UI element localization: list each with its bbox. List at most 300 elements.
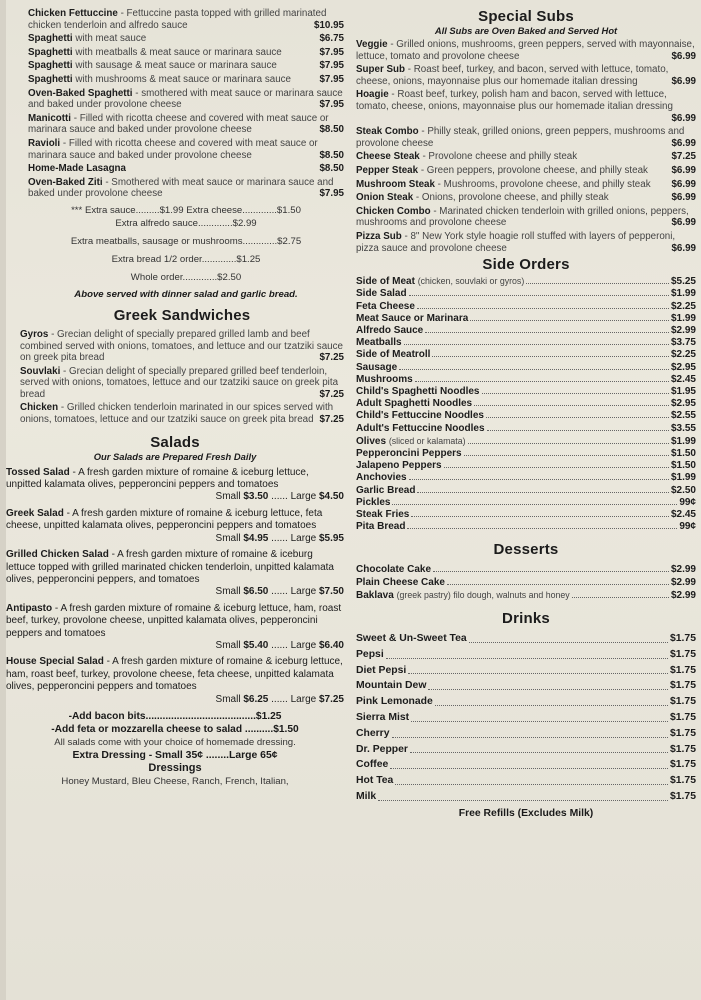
extras-line-1: *** Extra sauce.........$1.99 Extra cheese.............$1.50 <box>71 204 301 216</box>
drink-row <box>356 694 696 710</box>
drink-row <box>356 663 696 679</box>
row-price: $2.55 <box>670 410 696 422</box>
row-name <box>356 485 415 497</box>
item-name: Chicken <box>20 402 59 414</box>
drink-row <box>356 678 696 694</box>
menu-item <box>356 179 696 191</box>
row-name <box>356 521 405 533</box>
drink-row <box>356 726 696 742</box>
small-label: Small <box>215 693 241 705</box>
menu-item <box>356 89 696 124</box>
row-name-text: Plain Cheese Cake <box>356 576 445 588</box>
menu-item <box>28 138 344 161</box>
row-name <box>356 362 397 374</box>
row-name <box>356 448 462 460</box>
salad-text <box>6 549 344 586</box>
dot-leader <box>469 631 668 643</box>
item-name: Chicken Fettuccine <box>28 8 118 19</box>
drink-price: $1.75 <box>669 727 696 739</box>
item-description: with meatballs & meat sauce or marinara sauce <box>75 46 282 58</box>
item-name: Oven-Baked Spaghetti <box>28 87 133 99</box>
row-name <box>356 589 570 602</box>
row-name-text: Pepperoncini Peppers <box>356 447 462 459</box>
item-name: Veggie <box>356 39 388 50</box>
large-label: Large <box>290 586 317 598</box>
item-price: $6.99 <box>671 137 696 149</box>
row-note: (chicken, souvlaki or gyros) <box>417 276 525 287</box>
salad-prices: Small $6.25 ...... Large $7.25 <box>215 693 344 705</box>
dot-leader <box>392 726 668 738</box>
dot-leader <box>444 467 669 468</box>
row-name <box>356 423 485 435</box>
row-name-text: Adult's Fettuccine Noodles <box>356 422 485 434</box>
item-name: Ravioli <box>28 137 61 149</box>
drink-row <box>356 647 696 663</box>
drinks-section <box>356 610 696 820</box>
item-price: $10.95 <box>314 19 344 31</box>
salad-text <box>6 508 344 533</box>
drink-row <box>356 757 696 773</box>
dot-leader <box>395 773 668 785</box>
salad-description: - A fresh garden mixture of romaine & iceburg lettuce, ham, roast beef, turkey, provolone cheese, unpitted kalamata olives, pepperoncini peppers and tomatoes <box>6 602 342 639</box>
row-name-text: Mushrooms <box>356 373 413 385</box>
row-name-text: Jalapeno Peppers <box>356 460 442 472</box>
large-label: Large <box>290 532 317 544</box>
menu-item <box>356 231 696 254</box>
dot-leader <box>408 663 668 675</box>
price-row <box>356 398 696 410</box>
price-row <box>356 589 696 602</box>
row-name-text: Side of Meat <box>356 276 415 288</box>
salad-list <box>6 467 344 706</box>
small-price: $5.40 <box>243 639 269 651</box>
item-price: $6.99 <box>671 178 696 190</box>
price-row <box>356 313 696 325</box>
drink-price: $1.75 <box>669 775 696 787</box>
pasta-list <box>28 8 344 200</box>
item-name: Mushroom Steak <box>356 178 435 190</box>
row-name-text: Meatballs <box>356 337 402 349</box>
salad-description: - A fresh garden mixture of romaine & iceburg lettuce, unpitted kalamata olives, pepperoncini peppers and tomatoes <box>6 466 309 491</box>
row-name <box>356 275 524 288</box>
large-label: Large <box>290 693 317 705</box>
drinks-list <box>356 631 696 805</box>
salad-name: Tossed Salad <box>6 466 70 478</box>
drink-name: Sierra Mist <box>356 711 410 723</box>
sides-title: Side Orders <box>482 256 570 274</box>
row-price: $5.25 <box>670 276 696 288</box>
item-description: - Grecian delight of specially prepared grilled beef tenderloin, served with onions, tomatoes, lettuce and our tzatziki sauce on greek pita bread <box>20 365 339 400</box>
item-price: $8.50 <box>319 149 344 161</box>
dot-leader <box>404 344 669 345</box>
menu-item <box>28 74 344 86</box>
drink-price: $1.75 <box>669 711 696 723</box>
item-description: - Grilled onions, mushrooms, green peppers, served with mayonnaise, lettuce, tomato and provolone cheese <box>356 39 695 62</box>
small-price: $6.25 <box>243 693 269 705</box>
salad-name: Antipasto <box>6 602 53 614</box>
row-name-text: Child's Spaghetti Noodles <box>356 385 480 397</box>
item-price: $8.50 <box>319 124 344 136</box>
salad-prices: Small $4.95 ...... Large $5.95 <box>215 532 344 544</box>
menu-item <box>356 165 696 177</box>
menu-item <box>20 329 344 364</box>
salads-subtitle: Our Salads are Prepared Fresh Daily <box>93 450 257 462</box>
left-column <box>6 8 344 788</box>
dot-leader <box>447 584 669 585</box>
item-description: - Filled with ricotta cheese and covered with meat sauce or marinara sauce and baked under provolone cheese <box>28 137 318 161</box>
drinks-title: Drinks <box>502 609 550 627</box>
drink-price: $1.75 <box>669 759 696 771</box>
row-name <box>356 337 402 349</box>
menu-item <box>356 64 696 87</box>
item-price: $7.25 <box>319 414 344 426</box>
item-name: Souvlaki <box>20 365 61 377</box>
item-name: Super Sub <box>356 64 405 76</box>
desserts-section <box>356 541 696 602</box>
large-label: Large <box>290 639 317 651</box>
row-name-text: Alfredo Sauce <box>356 324 424 336</box>
item-name: Home-Made Lasagna <box>28 163 126 175</box>
row-price: $3.55 <box>670 422 696 434</box>
row-name <box>356 325 423 337</box>
row-name <box>356 435 466 448</box>
item-price: $6.99 <box>671 164 696 176</box>
row-name-text: Chocolate Cake <box>356 564 432 576</box>
salad-description: - A fresh garden mixture of romaine & iceburg lettuce topped with grilled marinated chicken tenderloin, unpitted kalamata olives, pepperoncini peppers, and tomatoes <box>6 549 334 585</box>
salad-name: Greek Salad <box>6 507 64 519</box>
greek-section <box>6 307 344 426</box>
menu-item <box>28 177 344 200</box>
item-description: - Mushrooms, provolone cheese, and philly steak <box>437 178 651 190</box>
menu-item <box>356 192 696 204</box>
menu-item <box>356 126 696 149</box>
salad-prices: Small $5.40 ...... Large $6.40 <box>215 639 344 651</box>
extras-line-4: Extra bread 1/2 order.............$1.25 <box>111 253 261 265</box>
row-name <box>356 288 407 300</box>
dot-leader <box>468 443 669 444</box>
dot-leader <box>390 757 668 769</box>
item-name: Onion Steak <box>356 192 414 204</box>
item-name: Spaghetti <box>28 60 73 72</box>
dressings-title: Dressings <box>148 761 202 774</box>
price-row <box>356 374 696 386</box>
drinks-footer: Free Refills (Excludes Milk) <box>458 807 594 819</box>
item-description: - Onions, provolone cheese, and philly steak <box>415 192 609 204</box>
item-description: with mushrooms & meat sauce or marinara sauce <box>75 73 291 85</box>
item-name: Spaghetti <box>28 46 73 58</box>
row-name-text: Side Salad <box>356 288 407 300</box>
item-name: Steak Combo <box>356 126 419 138</box>
row-name <box>356 398 472 410</box>
extras-line-5: Whole order.............$2.50 <box>130 271 242 283</box>
extras-line-3: Extra meatballs, sausage or mushrooms.............$2.75 <box>70 235 302 247</box>
row-name <box>356 509 409 521</box>
drink-name: Pink Lemonade <box>356 696 433 708</box>
row-note: (sliced or kalamata) <box>388 435 466 446</box>
menu-item <box>20 402 344 425</box>
drink-name: Coffee <box>356 759 389 771</box>
row-name-text: Feta Cheese <box>356 300 415 312</box>
item-description: - Fettuccine pasta topped with grilled marinated chicken tenderloin and alfredo sauce <box>28 8 327 31</box>
dot-leader <box>392 504 677 505</box>
salad-description: - A fresh garden mixture of romaine & iceburg lettuce, feta cheese, unpitted kalamata olives, pepperoncini peppers and tomatoes <box>6 507 323 532</box>
item-description: - Filled with ricotta cheese and covered with meat sauce or marinara sauce and baked under provolone cheese <box>28 112 329 136</box>
menu-item <box>28 88 344 111</box>
price-row <box>356 485 696 497</box>
dot-leader <box>417 308 669 309</box>
salad-item <box>6 656 344 706</box>
row-price: 99¢ <box>679 496 696 508</box>
menu-item <box>28 60 344 72</box>
price-row <box>356 386 696 398</box>
row-price: $2.50 <box>670 484 696 496</box>
drink-name: Milk <box>356 790 377 802</box>
price-row <box>356 337 696 349</box>
row-price: $1.99 <box>670 312 696 324</box>
extras-line-2: Extra alfredo sauce.............$2.99 <box>115 217 257 229</box>
item-description: - Grecian delight of specially prepared grilled lamb and beef combined served with onions, tomatoes, and lettuce and our tzatziki sauce on greek pita bread <box>20 328 343 364</box>
item-price: $7.25 <box>671 151 696 163</box>
addon-bacon: -Add bacon bits.......................................$1.25 <box>68 710 282 722</box>
price-row <box>356 497 696 509</box>
small-price: $4.95 <box>243 532 269 544</box>
row-price: $2.99 <box>670 589 696 601</box>
row-price: $1.99 <box>670 288 696 300</box>
row-price: $1.95 <box>670 385 696 397</box>
item-description: - Philly steak, grilled onions, green peppers, mushrooms and provolone cheese <box>356 126 685 149</box>
menu-item <box>28 163 344 175</box>
price-row <box>356 423 696 435</box>
menu-item <box>356 39 696 62</box>
item-price: $6.99 <box>671 50 696 62</box>
item-price: $6.99 <box>671 75 696 87</box>
item-description: - 8" New York style hoagie roll stuffed with layers of pepperoni, pizza sauce and provolone cheese <box>356 230 676 254</box>
row-name-text: Pickles <box>356 496 391 508</box>
item-description: - Roast beef, turkey, and bacon, served with lettuce, tomato, cheese, onions, mayonnaise plus our homemade italian dressing <box>356 64 669 87</box>
dot-leader <box>435 694 668 706</box>
subs-subtitle: All Subs are Oven Baked and Served Hot <box>434 25 618 36</box>
item-description: - Green peppers, provolone cheese, and philly steak <box>420 164 648 176</box>
dot-leader <box>409 295 669 296</box>
dot-leader <box>474 405 669 406</box>
dressings-list: Honey Mustard, Bleu Cheese, Ranch, French, Italian, <box>61 775 289 787</box>
price-row <box>356 288 696 300</box>
price-row <box>356 577 696 589</box>
dot-leader <box>399 369 669 370</box>
row-price: $2.95 <box>670 361 696 373</box>
row-name <box>356 472 407 484</box>
row-name <box>356 374 413 386</box>
price-row <box>356 509 696 521</box>
drink-name: Diet Pepsi <box>356 664 407 676</box>
row-name <box>356 386 480 398</box>
greek-list <box>20 329 344 426</box>
row-name-text: Steak Fries <box>356 508 410 520</box>
dot-leader <box>572 597 669 598</box>
row-name <box>356 577 445 589</box>
salad-item <box>6 549 344 599</box>
subs-list <box>356 39 696 254</box>
item-name: Spaghetti <box>28 73 73 85</box>
dot-leader <box>432 356 669 357</box>
menu-item <box>20 366 344 401</box>
row-price: $1.99 <box>670 472 696 484</box>
row-price: $1.50 <box>670 460 696 472</box>
right-column <box>356 8 696 820</box>
row-price: $1.99 <box>670 435 696 447</box>
menu-item <box>28 8 344 31</box>
row-name-text: Meat Sauce or Marinara <box>356 312 469 324</box>
large-price: $6.40 <box>318 639 344 651</box>
row-price: $2.25 <box>670 300 696 312</box>
menu-item <box>28 33 344 45</box>
drink-row <box>356 773 696 789</box>
item-name: Pepper Steak <box>356 164 419 176</box>
salad-prices: Small $6.50 ...... Large $7.50 <box>215 586 344 598</box>
item-price: $7.95 <box>319 60 344 72</box>
price-row <box>356 460 696 472</box>
dot-leader <box>433 571 669 572</box>
salad-prices: Small $3.50 ...... Large $4.50 <box>215 491 344 503</box>
salad-item <box>6 508 344 545</box>
small-label: Small <box>215 491 241 503</box>
row-name-text: Sausage <box>356 361 398 373</box>
drink-price: $1.75 <box>669 696 696 708</box>
dot-leader <box>411 516 669 517</box>
row-name-text: Garlic Bread <box>356 484 416 496</box>
dot-leader <box>410 742 668 754</box>
dot-leader <box>428 678 668 690</box>
salad-name: Grilled Chicken Salad <box>6 549 109 561</box>
salad-text <box>6 603 344 640</box>
salad-item <box>6 467 344 504</box>
row-name <box>356 313 468 325</box>
drink-name: Dr. Pepper <box>356 743 408 755</box>
subs-section <box>356 8 696 254</box>
drink-name: Hot Tea <box>356 775 394 787</box>
price-row <box>356 275 696 288</box>
row-price: $1.50 <box>670 447 696 459</box>
row-name <box>356 497 390 509</box>
item-description: with sausage & meat sauce or marinara sauce <box>75 60 277 72</box>
row-price: $2.99 <box>670 564 696 576</box>
row-name-text: Child's Fettuccine Noodles <box>356 410 484 422</box>
dot-leader <box>470 320 669 321</box>
addon-cheese: -Add feta or mozzarella cheese to salad ..........$1.50 <box>51 723 299 735</box>
item-description: - Marinated chicken tenderloin with grilled onions, peppers, mushrooms and provolone cheese <box>356 205 689 229</box>
item-price: $7.25 <box>319 352 344 364</box>
drink-row <box>356 631 696 647</box>
salads-section <box>6 434 344 788</box>
item-price: $6.99 <box>671 112 696 124</box>
item-name: Oven-Baked Ziti <box>28 176 103 188</box>
item-price: $8.50 <box>319 163 344 175</box>
small-label: Small <box>215 586 241 598</box>
item-name: Hoagie <box>356 89 389 101</box>
item-price: $7.95 <box>319 73 344 85</box>
large-price: $7.25 <box>318 693 344 705</box>
price-row <box>356 325 696 337</box>
menu-item <box>356 206 696 229</box>
menu-item <box>356 151 696 163</box>
extra-dressing: Extra Dressing - Small 35¢ ........Large 65¢ <box>72 749 278 761</box>
item-price: $6.99 <box>671 192 696 204</box>
item-price: $7.25 <box>319 388 344 400</box>
salads-title: Salads <box>150 433 200 451</box>
desserts-list <box>356 564 696 602</box>
small-price: $6.50 <box>243 586 269 598</box>
drink-row <box>356 710 696 726</box>
row-note: (greek pastry) filo dough, walnuts and honey <box>396 589 570 600</box>
item-price: $6.99 <box>671 217 696 229</box>
drink-row <box>356 742 696 758</box>
item-name: Cheese Steak <box>356 151 420 163</box>
item-description: - smothered with meat sauce or marinara sauce and baked under provolone cheese <box>28 87 343 111</box>
greek-title: Greek Sandwiches <box>113 306 251 324</box>
drink-name: Sweet & Un-Sweet Tea <box>356 632 467 644</box>
small-label: Small <box>215 639 241 651</box>
price-row <box>356 448 696 460</box>
drink-price: $1.75 <box>669 790 696 802</box>
item-name: Spaghetti <box>28 33 73 45</box>
dressing-note: All salads come with your choice of homemade dressing. <box>54 736 296 748</box>
row-name-text: Side of Meatroll <box>356 349 431 361</box>
menu-item <box>28 113 344 136</box>
drink-price: $1.75 <box>669 664 696 676</box>
dot-leader <box>407 528 677 529</box>
drink-row <box>356 789 696 805</box>
drink-name: Cherry <box>356 727 390 739</box>
salad-name: House Special Salad <box>6 656 104 668</box>
item-description: - Smothered with meat sauce or marinara sauce and baked under provolone cheese <box>28 176 334 200</box>
extras-note: Above served with dinner salad and garlic bread. <box>74 288 298 300</box>
drink-price: $1.75 <box>669 680 696 692</box>
dot-leader <box>415 381 669 382</box>
item-price: $6.99 <box>671 242 696 254</box>
row-price: $3.75 <box>670 337 696 349</box>
item-name: Gyros <box>20 328 49 340</box>
item-price: $7.95 <box>319 46 344 58</box>
row-name-text: Olives <box>356 435 387 447</box>
row-price: $2.45 <box>670 373 696 385</box>
small-price: $3.50 <box>243 491 269 503</box>
price-row <box>356 349 696 361</box>
price-row <box>356 521 696 533</box>
salad-description: - A fresh garden mixture of romaine & iceburg lettuce, ham, roast beef, turkey, provolone cheese, feta cheese, unpitted kalamata olives, pepperoncini peppers and tomatoes <box>6 656 343 693</box>
row-name <box>356 349 430 361</box>
dot-leader <box>487 430 669 431</box>
small-label: Small <box>215 532 241 544</box>
dot-leader <box>411 710 668 722</box>
pasta-section <box>6 8 344 301</box>
drink-price: $1.75 <box>669 632 696 644</box>
sides-list <box>356 275 696 533</box>
dot-leader <box>417 492 668 493</box>
item-price: $7.95 <box>319 99 344 111</box>
row-name-text: Anchovies <box>356 472 407 484</box>
row-price: 99¢ <box>679 521 696 533</box>
large-price: $5.95 <box>318 532 344 544</box>
drink-price: $1.75 <box>669 743 696 755</box>
row-name-text: Adult Spaghetti Noodles <box>356 398 473 410</box>
item-name: Manicotti <box>28 112 71 124</box>
price-row <box>356 410 696 422</box>
price-row <box>356 362 696 374</box>
price-row <box>356 472 696 484</box>
large-price: $7.50 <box>318 586 344 598</box>
row-name <box>356 460 442 472</box>
row-name-text: Baklava <box>356 589 394 601</box>
